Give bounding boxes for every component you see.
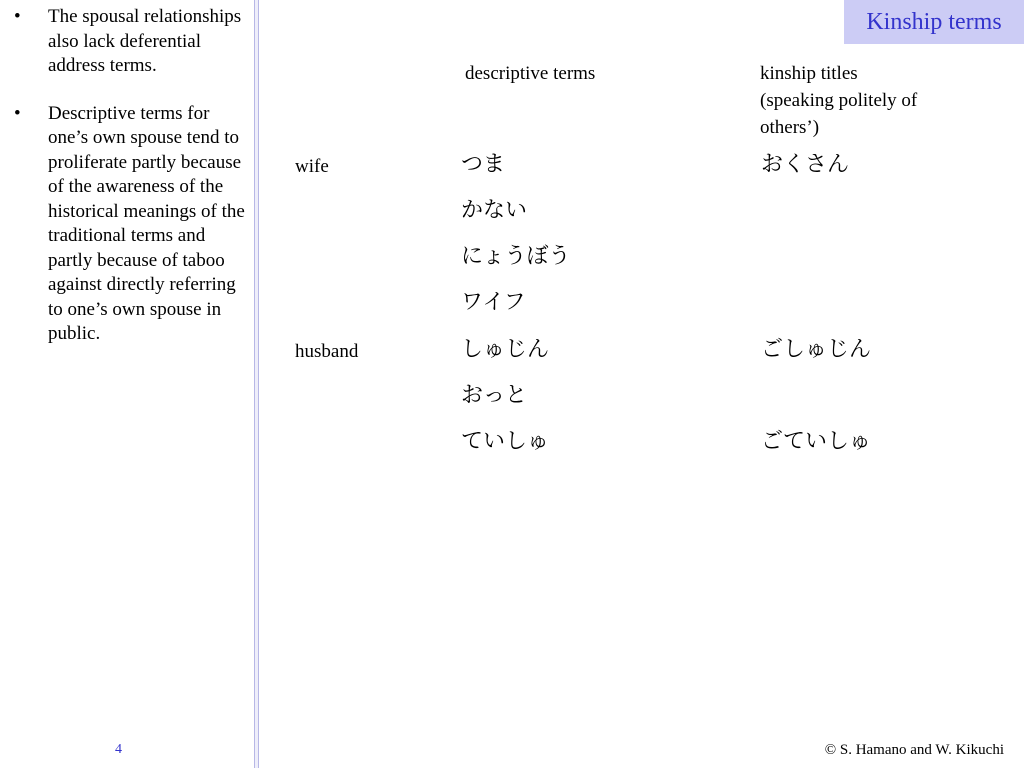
descriptive-term: ていしゅ (461, 429, 550, 454)
row-label-husband: husband (295, 341, 359, 362)
page-number: 4 (115, 742, 122, 757)
slide-title: Kinship terms (866, 8, 1002, 35)
bullet-item (8, 102, 248, 347)
header-descriptive-terms: descriptive terms (465, 63, 596, 84)
descriptive-term: おっと (461, 383, 528, 408)
descriptive-term: しゅじん (461, 337, 550, 362)
descriptive-term: ワイフ (461, 290, 526, 315)
panel-divider (254, 0, 259, 768)
descriptive-term: かない (461, 198, 528, 223)
header-kinship-titles: kinship titles (speaking politely of others’) (760, 63, 918, 138)
bullet-item (8, 5, 248, 79)
kinship-title: ごていしゅ (761, 429, 872, 454)
copyright-notice: © S. Hamano and W. Kikuchi (824, 742, 1004, 758)
bullet-text: The spousal relationships also lack deferential address terms. (48, 6, 242, 76)
descriptive-term: つま (461, 152, 506, 177)
slide-title-box (844, 0, 1024, 44)
bullet-text: Descriptive terms for one’s own spouse tend to proliferate partly because of the awareness of the historical meanings of the traditional terms and partly because of taboo against directly referring to one’s own spouse in public. (48, 102, 245, 344)
kinship-title: ごしゅじん (761, 337, 872, 362)
kinship-title: おくさん (761, 152, 850, 177)
bullet-list (8, 5, 248, 370)
bullet-marker: • (14, 102, 21, 124)
row-label-wife: wife (295, 156, 329, 177)
descriptive-term: にょうぼう (461, 244, 571, 269)
bullet-marker: • (14, 6, 21, 27)
